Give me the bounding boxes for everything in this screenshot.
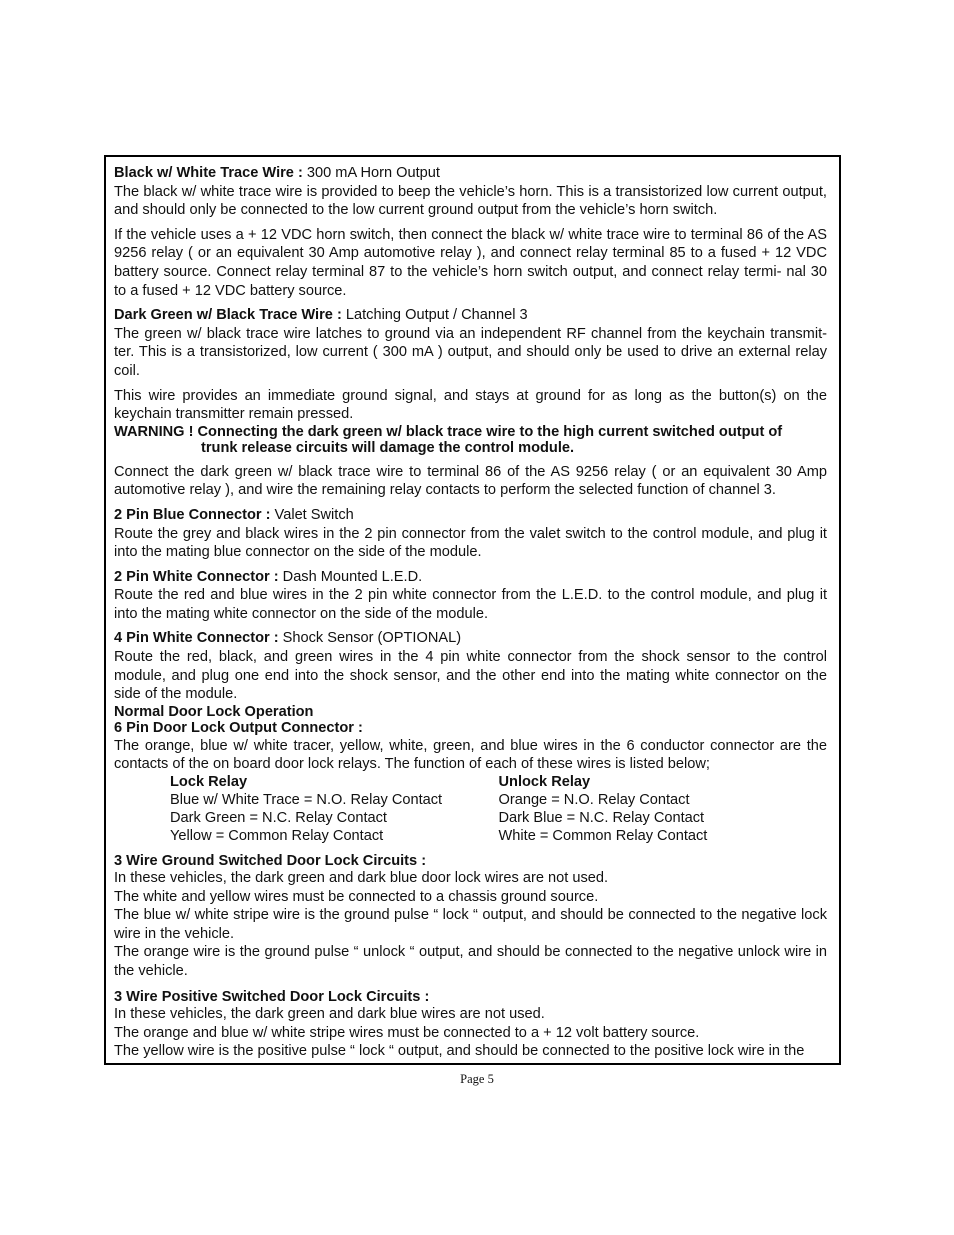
section-subtitle: Valet Switch xyxy=(270,506,354,523)
section-subtitle: Latching Output / Channel 3 xyxy=(341,307,528,324)
channel3-heading xyxy=(114,306,827,325)
paragraph: The black w/ white trace wire is provided to beep the vehicle’s horn. This is a transistorized low current output, and should only be connected to the low current ground output from the vehicle’s horn switch. xyxy=(114,183,827,219)
unlock-relay-title: Unlock Relay xyxy=(498,774,591,791)
page-number: Page 5 xyxy=(460,1072,494,1086)
section-title: 2 Pin Blue Connector : xyxy=(114,506,271,523)
paragraph: Route the grey and black wires in the 2 pin connector from the valet switch to the control module, and plug it into the mating blue connector on the side of the module. xyxy=(114,525,827,561)
warning-line: WARNING ! Connecting the dark green w/ black trace wire to the high current switched output of xyxy=(114,423,783,440)
section-subtitle: 300 mA Horn Output xyxy=(302,165,440,181)
led-heading xyxy=(114,568,827,587)
section-subtitle: Shock Sensor (OPTIONAL) xyxy=(278,630,462,647)
paragraph: The orange, blue w/ white tracer, yellow, white, green, and blue wires in the 6 conductor connector are the contacts of the on board door lock relays. The function of each of these wires is listed below; xyxy=(114,737,827,773)
shock-sensor-heading xyxy=(114,629,827,648)
section-title: 2 Pin White Connector : xyxy=(114,568,279,585)
valet-switch-heading xyxy=(114,506,827,525)
unlock-relay-column xyxy=(499,774,828,845)
section-title: Black w/ White Trace Wire : xyxy=(114,165,303,181)
paragraph: In these vehicles, the dark green and dark blue door lock wires are not used. xyxy=(114,870,609,887)
unlock-relay-row: Orange = N.O. Relay Contact xyxy=(498,791,690,808)
paragraph: Route the red and blue wires in the 2 pin white connector from the L.E.D. to the control module, and plug it into the mating white connector on the side of the module. xyxy=(114,587,827,622)
lock-relay-row: Yellow = Common Relay Contact xyxy=(170,827,384,844)
lock-relay-row: Blue w/ White Trace = N.O. Relay Contact xyxy=(170,791,443,808)
paragraph: The orange wire is the ground pulse “ unlock “ output, and should be connected to the negative unlock wire in the vehicle. xyxy=(114,944,827,979)
paragraph: This wire provides an immediate ground signal, and stays at ground for as long as the button(s) on the keychain transmitter remain pressed. xyxy=(114,387,827,423)
lock-relay-title: Lock Relay xyxy=(170,774,248,791)
paragraph: The yellow wire is the positive pulse “ lock “ output, and should be connected to the positive lock wire in the xyxy=(114,1043,805,1060)
section-title: Dark Green w/ Black Trace Wire : xyxy=(114,307,342,324)
door-lock-heading: Normal Door Lock Operation xyxy=(114,703,314,720)
lock-relay-column xyxy=(170,774,499,845)
positive-switched-heading: 3 Wire Positive Switched Door Lock Circuits : xyxy=(114,988,430,1005)
paragraph: The blue w/ white stripe wire is the ground pulse “ lock “ output, and should be connected to the negative lock wire in the vehicle. xyxy=(114,907,827,942)
paragraph: The white and yellow wires must be connected to a chassis ground source. xyxy=(114,888,599,905)
paragraph: The green w/ black trace wire latches to ground via an independent RF channel from the keychain transmit- ter. This is a transistorized, low current ( 300 mA ) output, and should only be used to drive an external relay coil. xyxy=(114,325,827,379)
unlock-relay-row: White = Common Relay Contact xyxy=(498,827,708,844)
horn-output-heading xyxy=(114,164,827,183)
unlock-relay-row: Dark Blue = N.C. Relay Contact xyxy=(498,809,705,826)
paragraph: In these vehicles, the dark green and dark blue wires are not used. xyxy=(114,1006,545,1023)
lock-relay-row: Dark Green = N.C. Relay Contact xyxy=(170,809,387,826)
ground-switched-heading: 3 Wire Ground Switched Door Lock Circuits : xyxy=(114,852,427,869)
content-frame xyxy=(104,155,841,1065)
paragraph: Connect the dark green w/ black trace wire to terminal 86 of the AS 9256 relay ( or an equivalent 30 Amp automotive relay ), and wire the remaining relay contacts to perform the selected function of channel 3. xyxy=(114,463,827,499)
paragraph: Route the red, black, and green wires in the 4 pin white connector from the shock sensor to the control module, and plug one end into the shock sensor, and the other end into the mating white connector on the side of the module. xyxy=(114,649,827,703)
paragraph: The orange and blue w/ white stripe wires must be connected to a + 12 volt battery source. xyxy=(114,1024,700,1041)
warning-line-continued: trunk release circuits will damage the control module. xyxy=(201,440,575,457)
door-lock-connector-heading: 6 Pin Door Lock Output Connector : xyxy=(114,720,363,737)
section-title: 4 Pin White Connector : xyxy=(114,630,279,647)
section-subtitle: Dash Mounted L.E.D. xyxy=(278,568,423,585)
relay-table xyxy=(170,774,827,845)
paragraph: If the vehicle uses a + 12 VDC horn switch, then connect the black w/ white trace wire to terminal 86 of the AS 9256 relay ( or an equivalent 30 Amp automotive relay ), and connect relay terminal 85 to a fused + 12 VDC battery source. Connect relay terminal 87 to the vehicle’s horn switch output, and connect relay termi- nal 30 to a fused + 12 VDC battery source. xyxy=(114,226,827,299)
